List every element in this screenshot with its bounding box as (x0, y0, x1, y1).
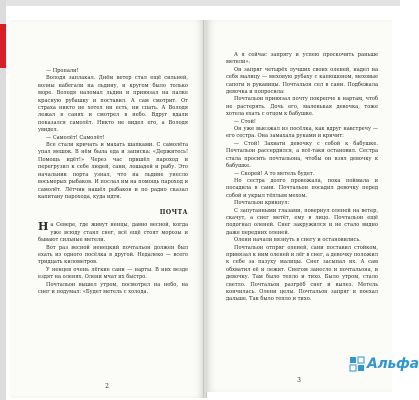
paragraph: — Скорей! А то метель будет. (234, 170, 315, 177)
book-cover-edge-top (0, 0, 400, 6)
left-page-text-bottom (38, 222, 188, 296)
paragraph: Олени начали вязнуть в снегу и остановились. (234, 237, 361, 244)
right-page-text (226, 52, 378, 304)
paragraph: Все стали кричать и махать шапками. С самолёта упал мешок. В нём была еда и записка: «Держитесь! Помощь идёт!» Через час пришёл пароход и перегрузил к себе людей, сани, лошадей и рыбу. Это начальник порта узнал, что на льдине унесло восьмерых рыбаков. И послал им на помощь пароход и самолёт. Лётчик нашёл рыбаков и по радио сказал капитану парохода, куда идти. (38, 142, 188, 200)
paragraph: Почтальон крикнул: (234, 200, 290, 207)
red-bookmark-ribbon (0, 24, 6, 68)
paragraph: Он уже выезжал из посёлка, как вдруг навстречу — его сестра. Она замахала руками и кричит: (226, 126, 378, 140)
paragraph (38, 222, 188, 244)
chapter-title: ПОЧТА (159, 209, 188, 217)
paragraph-text: а Севере, где живут ненцы, давно весной, когда уже всюду стаял снег, всё ещё стоят морозы и бывают сильные метели. (38, 222, 188, 244)
drop-cap: Н (38, 220, 49, 234)
paragraph: Но сестра долго провожала, пока поймала и посадила в сани. Почтальон посадил девочку перед собой и укрыл тёплым мехом. (226, 177, 378, 199)
paragraph: Он запряг четырёх лучших своих оленей, надел на себя малицу — меховую рубаху с капюшоном, меховые сапоги и рукавицы. Почтальон сел в сани. Подбежала девочка и попросила: (226, 66, 378, 96)
paragraph: Почтальон привязал почту покрепче к нартам, чтоб не растерять. Дочь его, маленькая девочка, тоже хотела ехать с отцом к бабушке. (226, 96, 378, 118)
paragraph: Почтальон вышел утром, посмотрел на небо, на снег и подумал: «Будет метель с холода. (38, 281, 188, 295)
alfa-logo (350, 356, 419, 372)
paragraph: С запутанными глазами, повернул оленей на ветер, скачут, а снег метёт, ему в лицо. Почтальон ещё подогнал оленей. Снег закружился и не стало видно даже передних оленей. (226, 207, 378, 236)
paragraph: Вот раз весной ненецкий почтальон должен был ехать из одного посёлка в другой. Недалеко — всего тридцать километров. (38, 244, 188, 266)
paragraph: Почтальон отпряг оленей, сани поставил стойком, привязал к ним оленей и лёг в снег, а девочку положил к себе за пазуху малицы. Снег засыпал их. А сам обхватил её и лежит. Снегом занесло и почтальона, и девочку. Там было тепло и тихо. Было утром, стало светло. Почтальон разгрёб снег и вылез. Метель кончилась. Олени целы. Почтальон запряг и поехал дальше. Так было тепло и тихо. (226, 244, 378, 303)
paragraph: — Стой! Захвати девочку с собой к бабушке. Почтальон рассердился, а всё-таки остановил. Сестра стала просить почтальона, чтобы он взял девочку к бабушке. (226, 140, 378, 170)
alfa-logo-icon (350, 357, 364, 371)
page-number-right: 3 (297, 377, 301, 384)
paragraph: У ненцев очень лёгкие сани — нарты. В них везде ездят на оленях. Олени мчат их быстро. (38, 266, 188, 281)
paragraph: А я сейчас запрягу и успею проскочить раньше метели». (226, 52, 378, 66)
paragraph: Володя заплакал. Днём ветер стал ещё сильней, волны набегали на льдину, и кругом было только море. Володя наломал льдин и привязал на палке красную рубашку и поставил. А сам смотрит. От страха никто не хотел ни есть, ни спать. А Володя лежал в санях и смотрел в небо. Вдруг вдали показался самолёт. Никто не видел его, а Володя увидел. (38, 75, 188, 134)
paragraph: — Стой! (234, 118, 256, 125)
paragraph: — Самолёт! Самолёт! (46, 134, 105, 141)
alfa-logo-text: Альфа (367, 356, 419, 372)
page-number-left: 2 (105, 383, 109, 390)
left-page (10, 20, 204, 398)
paragraph: — Пропали! (46, 68, 79, 74)
left-page-text-top (38, 68, 188, 201)
right-page (206, 20, 392, 392)
